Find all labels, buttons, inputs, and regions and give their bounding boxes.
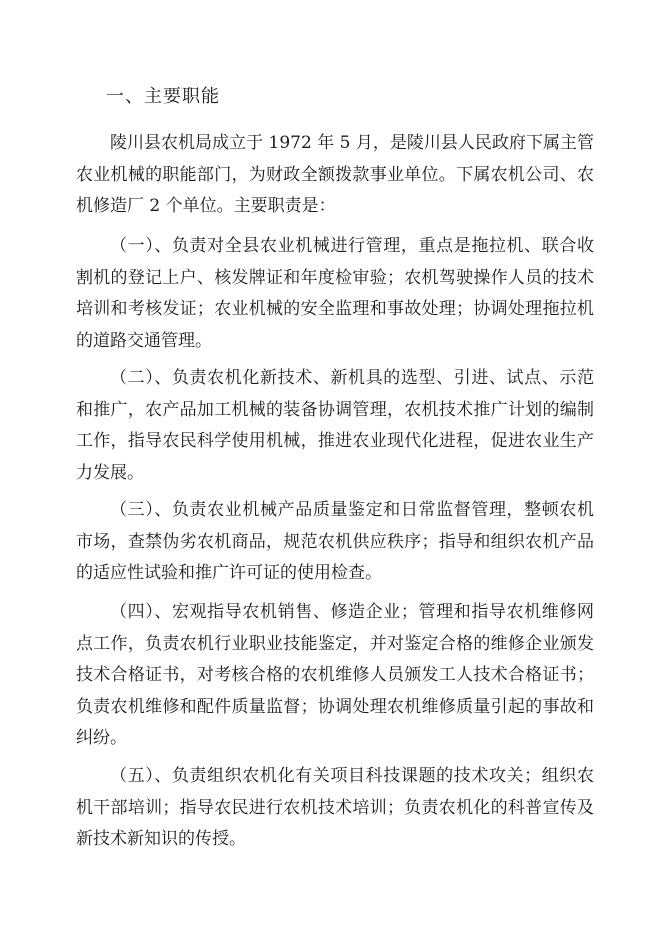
duty-paragraph-3: （三）、负责农业机械产品质量鉴定和日常监督管理，整顿农机市场，查禁伪劣农机商品，规范农机供应秩序；指导和组织农机产品的适应性试验和推广许可证的使用检查。 [76,500,594,584]
duty-paragraph-2: （二）、负责农机化新技术、新机具的选型、引进、试点、示范和推广，农产品加工机械的装备协调管理，农机技术推广计划的编制工作，指导农民科学使用机械，推进农业现代化进程，促进农业生产力发展。 [76,368,594,483]
duty-paragraph-1: （一）、负责对全县农业机械进行管理，重点是拖拉机、联合收割机的登记上户、核发牌证和年度检审验；农机驾驶操作人员的技术培训和考核发证；农业机械的安全监理和事故处理；协调处理拖拉机的道路交通管理。 [76,236,594,351]
section-heading: 一、主要职能 [106,86,220,107]
intro-paragraph: 陵川县农机局成立于 1972 年 5 月，是陵川县人民政府下属主管农业机械的职能部门，为财政全额拨款事业单位。下属农机公司、农机修造厂 2 个单位。主要职责是： [76,133,594,217]
duty-paragraph-4: （四）、宏观指导农机销售、修造企业；管理和指导农机维修网点工作，负责农机行业职业技能鉴定，并对鉴定合格的维修企业颁发技术合格证书，对考核合格的农机维修人员颁发工人技术合格证书；负责农机维修和配件质量监督；协调处理农机维修质量引起的事故和纠纷。 [76,602,594,749]
duty-paragraph-5: （五）、负责组织农机化有关项目科技课题的技术攻关；组织农机干部培训；指导农民进行农机技术培训；负责农机化的科普宣传及新技术新知识的传授。 [76,766,594,850]
